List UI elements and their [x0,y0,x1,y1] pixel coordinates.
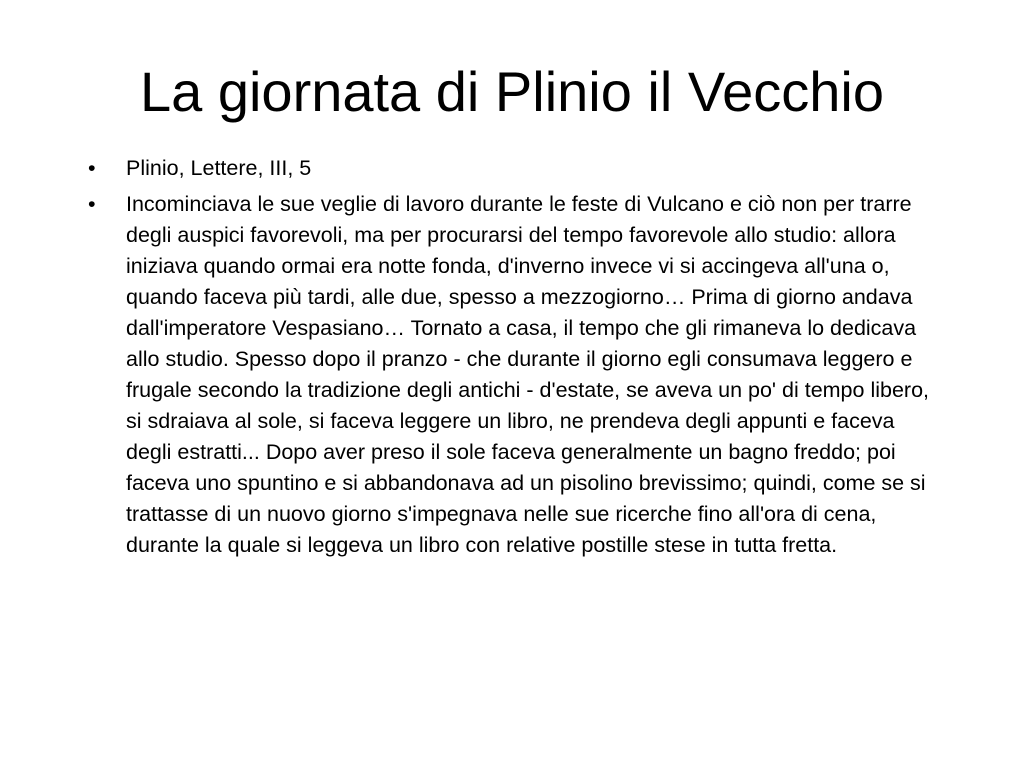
bullet-text-passage: Incominciava le sue veglie di lavoro durante le feste di Vulcano e ciò non per trarre degli auspici favorevoli, ma per procurarsi del tempo favorevole allo studio: allora iniziava quando ormai era notte fonda, d'inverno invece vi si accingeva all'una o, quando faceva più tardi, alle due, spesso a mezzogiorno… Prima di giorno andava dall'imperatore Vespasiano… Tornato a casa, il tempo che gli rimaneva lo dedicava allo studio. Spesso dopo il pranzo - che durante il giorno egli consumava leggero e frugale secondo la tradizione degli antichi - d'estate, se aveva un po' di tempo libero, si sdraiava al sole, si faceva leggere un libro, ne prendeva degli appunti e faceva degli estratti... Dopo aver preso il sole faceva generalmente un bagno freddo; poi faceva uno spuntino e si abbandonava ad un pisolino brevissimo; quindi, come se si trattasse di un nuovo giorno s'impegnava nelle sue ricerche fino all'ora di cena, durante la quale si leggeva un libro con relative postille stese in tutta fretta. [126,192,930,557]
bullet-list [88,153,938,566]
slide-title: La giornata di Plinio il Vecchio [139,60,885,123]
bullet-text-citation: Plinio, Lettere, III, 5 [126,156,312,180]
bullet-item [88,189,938,561]
bullet-icon: • [88,156,96,180]
bullet-item [88,153,938,184]
bullet-icon: • [88,192,96,216]
